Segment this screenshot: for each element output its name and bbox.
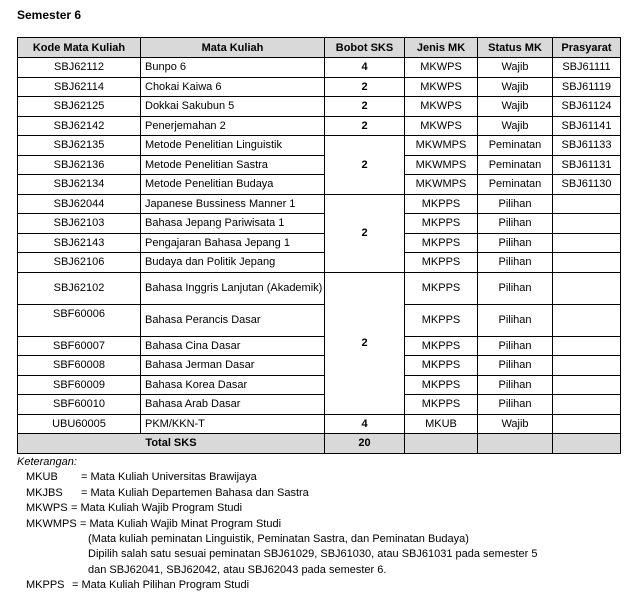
cell-kode: SBJ62106 xyxy=(18,253,141,273)
note-mkwmps xyxy=(17,517,282,532)
cell-status: Wajib xyxy=(478,97,553,117)
cell-kode: SBJ62135 xyxy=(18,136,141,156)
cell-kode: SBJ62114 xyxy=(18,77,141,97)
cell-nama: Bahasa Jepang Pariwisata 1 xyxy=(141,214,325,234)
cell-nama: PKM/KKN-T xyxy=(141,414,325,434)
note-mkpps xyxy=(17,578,250,593)
cell-jenis: MKWMPS xyxy=(405,155,478,175)
total-empty-cell xyxy=(553,434,621,454)
note-def: dan SBJ62041, SBJ62042, atau SBJ62043 pada semester 6. xyxy=(88,563,387,576)
cell-sks: 2 xyxy=(325,136,405,195)
cell-kode: SBF60007 xyxy=(18,336,141,356)
note-abbr: MKPPS xyxy=(26,579,65,592)
cell-nama: Metode Penelitian Budaya xyxy=(141,175,325,195)
cell-jenis: MKWMPS xyxy=(405,175,478,195)
cell-status: Peminatan xyxy=(478,175,553,195)
header-kode: Kode Mata Kuliah xyxy=(18,38,141,58)
cell-prasyarat xyxy=(553,214,621,234)
cell-nama: Pengajaran Bahasa Jepang 1 xyxy=(141,233,325,253)
header-prasyarat: Prasyarat xyxy=(553,38,621,58)
cell-kode: SBF60009 xyxy=(18,375,141,395)
note-mkwmps-detail xyxy=(17,563,387,578)
cell-jenis: MKWPS xyxy=(405,116,478,136)
cell-nama: Bahasa Arab Dasar xyxy=(141,395,325,415)
cell-sks: 2 xyxy=(325,272,405,414)
course-table xyxy=(17,37,621,454)
table-row xyxy=(18,175,621,195)
cell-kode: UBU60005 xyxy=(18,414,141,434)
table-row xyxy=(18,253,621,273)
cell-kode: SBJ62134 xyxy=(18,175,141,195)
cell-nama: Bahasa Jerman Dasar xyxy=(141,356,325,376)
cell-jenis: MKPPS xyxy=(405,395,478,415)
note-def: = Mata Kuliah Pilihan Program Studi xyxy=(72,579,250,592)
cell-sks: 2 xyxy=(325,116,405,136)
cell-status: Wajib xyxy=(478,77,553,97)
cell-status: Pilihan xyxy=(478,194,553,214)
cell-kode: SBJ62143 xyxy=(18,233,141,253)
cell-jenis: MKPPS xyxy=(405,304,478,336)
cell-jenis: MKPPS xyxy=(405,233,478,253)
table-row xyxy=(18,58,621,78)
cell-sks: 2 xyxy=(325,97,405,117)
note-abbr: MKWPS xyxy=(26,502,68,515)
cell-status: Wajib xyxy=(478,58,553,78)
cell-jenis: MKWPS xyxy=(405,97,478,117)
cell-jenis: MKPPS xyxy=(405,272,478,304)
header-status-mk: Status MK xyxy=(478,38,553,58)
cell-prasyarat: SBJ61124 xyxy=(553,97,621,117)
cell-jenis: MKPPS xyxy=(405,214,478,234)
cell-nama: Bunpo 6 xyxy=(141,58,325,78)
table-row xyxy=(18,77,621,97)
note-def: = Mata Kuliah Universitas Brawijaya xyxy=(81,471,257,484)
cell-status: Peminatan xyxy=(478,155,553,175)
table-row xyxy=(18,97,621,117)
cell-nama: Metode Penelitian Linguistik xyxy=(141,136,325,156)
table-row xyxy=(18,233,621,253)
cell-kode: SBF60006 xyxy=(18,304,141,336)
cell-sks: 4 xyxy=(325,414,405,434)
cell-prasyarat: SBJ61131 xyxy=(553,155,621,175)
note-def: = Mata Kuliah Wajib Minat Program Studi xyxy=(80,517,282,530)
cell-kode: SBJ62142 xyxy=(18,116,141,136)
cell-sks: 2 xyxy=(325,194,405,272)
cell-prasyarat xyxy=(553,395,621,415)
table-row xyxy=(18,116,621,136)
cell-jenis: MKWPS xyxy=(405,58,478,78)
cell-status: Wajib xyxy=(478,414,553,434)
cell-status: Pilihan xyxy=(478,214,553,234)
cell-status: Pilihan xyxy=(478,304,553,336)
header-bobot-sks: Bobot SKS xyxy=(325,38,405,58)
cell-prasyarat: SBJ61119 xyxy=(553,77,621,97)
cell-nama: Bahasa Perancis Dasar xyxy=(141,304,325,336)
total-value: 20 xyxy=(325,434,405,454)
cell-prasyarat: SBJ61141 xyxy=(553,116,621,136)
cell-status: Pilihan xyxy=(478,375,553,395)
note-mkub xyxy=(17,470,257,485)
cell-jenis: MKWMPS xyxy=(405,136,478,156)
total-empty-cell xyxy=(405,434,478,454)
cell-prasyarat xyxy=(553,194,621,214)
cell-status: Wajib xyxy=(478,116,553,136)
cell-kode: SBJ62102 xyxy=(18,272,141,304)
note-mkwps xyxy=(17,501,243,516)
note-mkjbs xyxy=(17,486,309,501)
table-row xyxy=(18,395,621,415)
cell-prasyarat: SBJ61111 xyxy=(553,58,621,78)
note-def: = Mata Kuliah Wajib Program Studi xyxy=(71,502,243,515)
cell-prasyarat xyxy=(553,336,621,356)
cell-prasyarat xyxy=(553,233,621,253)
cell-sks: 2 xyxy=(325,77,405,97)
note-def: Dipilih salah satu sesuai peminatan SBJ61029, SBJ61030, atau SBJ61031 pada semester 5 xyxy=(88,548,538,561)
cell-nama: Bahasa Korea Dasar xyxy=(141,375,325,395)
notes-section xyxy=(17,455,538,594)
cell-nama: Bahasa Cina Dasar xyxy=(141,336,325,356)
cell-prasyarat xyxy=(553,375,621,395)
cell-jenis: MKPPS xyxy=(405,356,478,376)
table-row xyxy=(18,155,621,175)
cell-nama: Budaya dan Politik Jepang xyxy=(141,253,325,273)
cell-jenis: MKUB xyxy=(405,414,478,434)
cell-kode: SBF60008 xyxy=(18,356,141,376)
cell-jenis: MKPPS xyxy=(405,194,478,214)
header-mata-kuliah: Mata Kuliah xyxy=(141,38,325,58)
table-row xyxy=(18,356,621,376)
notes-title: Keterangan: xyxy=(17,456,77,468)
cell-nama: Dokkai Sakubun 5 xyxy=(141,97,325,117)
note-def: (Mata kuliah peminatan Linguistik, Peminatan Sastra, dan Peminatan Budaya) xyxy=(88,532,469,545)
table-row xyxy=(18,304,621,336)
cell-sks: 4 xyxy=(325,58,405,78)
note-abbr: MKWMPS xyxy=(26,517,77,530)
semester-title: Semester 6 xyxy=(17,8,82,22)
total-row xyxy=(18,434,621,454)
table-row xyxy=(18,194,621,214)
cell-prasyarat xyxy=(553,272,621,304)
cell-nama: Metode Penelitian Sastra xyxy=(141,155,325,175)
cell-status: Pilihan xyxy=(478,233,553,253)
cell-prasyarat xyxy=(553,356,621,376)
note-mkwmps-detail xyxy=(17,547,538,562)
table-row xyxy=(18,336,621,356)
table-row xyxy=(18,214,621,234)
note-def: = Mata Kuliah Departemen Bahasa dan Sastra xyxy=(81,486,309,499)
cell-prasyarat: SBJ61130 xyxy=(553,175,621,195)
table-header-row xyxy=(18,38,621,58)
cell-kode: SBJ62044 xyxy=(18,194,141,214)
note-abbr: MKJBS xyxy=(26,486,63,499)
cell-prasyarat: SBJ61133 xyxy=(553,136,621,156)
total-empty-cell xyxy=(478,434,553,454)
cell-nama: Japanese Bussiness Manner 1 xyxy=(141,194,325,214)
table-row xyxy=(18,375,621,395)
table-row xyxy=(18,136,621,156)
header-jenis-mk: Jenis MK xyxy=(405,38,478,58)
cell-jenis: MKWPS xyxy=(405,77,478,97)
cell-status: Peminatan xyxy=(478,136,553,156)
cell-nama: Bahasa Inggris Lanjutan (Akademik) xyxy=(141,272,325,304)
cell-kode: SBF60010 xyxy=(18,395,141,415)
cell-status: Pilihan xyxy=(478,395,553,415)
table-row xyxy=(18,272,621,304)
cell-nama: Penerjemahan 2 xyxy=(141,116,325,136)
cell-kode: SBJ62136 xyxy=(18,155,141,175)
cell-prasyarat xyxy=(553,304,621,336)
cell-kode: SBJ62103 xyxy=(18,214,141,234)
cell-kode: SBJ62112 xyxy=(18,58,141,78)
cell-kode: SBJ62125 xyxy=(18,97,141,117)
cell-jenis: MKPPS xyxy=(405,253,478,273)
note-mkwmps-detail xyxy=(17,532,469,547)
cell-status: Pilihan xyxy=(478,253,553,273)
cell-prasyarat xyxy=(553,253,621,273)
cell-status: Pilihan xyxy=(478,336,553,356)
table-row xyxy=(18,414,621,434)
cell-prasyarat xyxy=(553,414,621,434)
cell-status: Pilihan xyxy=(478,356,553,376)
cell-status: Pilihan xyxy=(478,272,553,304)
total-label: Total SKS xyxy=(18,434,325,454)
cell-nama: Chokai Kaiwa 6 xyxy=(141,77,325,97)
note-abbr: MKUB xyxy=(26,471,58,484)
cell-jenis: MKPPS xyxy=(405,375,478,395)
cell-jenis: MKPPS xyxy=(405,336,478,356)
